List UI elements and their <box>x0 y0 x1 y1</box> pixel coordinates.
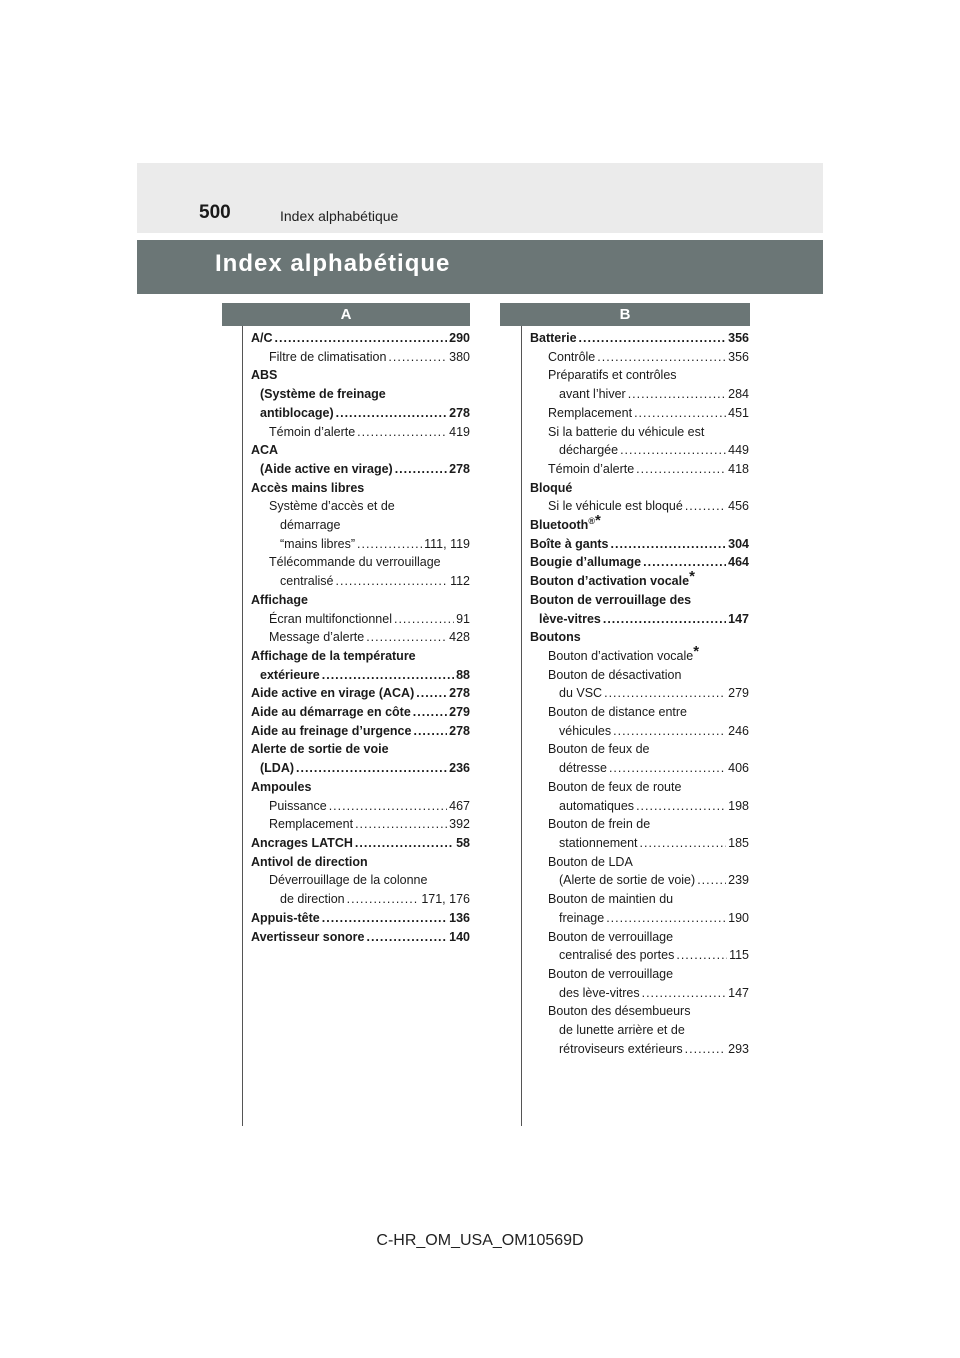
index-subheading: Bouton de LDA <box>548 854 633 869</box>
index-subheading: Si la batterie du véhicule est <box>548 424 705 439</box>
column-rule-left <box>242 326 243 1126</box>
asterisk-mark: * <box>594 512 601 530</box>
index-entry: “mains libres” ..... 111, 119 <box>251 535 470 554</box>
index-entry: Écran multifonctionnel ..... 91 <box>251 610 470 629</box>
index-entry: automatiques ..... 198 <box>530 797 749 816</box>
index-entry: véhicules ..... 246 <box>530 722 749 741</box>
index-heading: Alerte de sortie de voie <box>251 742 389 757</box>
index-subheading: Bouton de feux de route <box>548 779 682 794</box>
section-header-a: A <box>222 303 470 326</box>
document-code-footer: C-HR_OM_USA_OM10569D <box>376 1232 584 1249</box>
registered-mark: ® <box>588 516 595 527</box>
index-heading: Bouton de verrouillage des <box>530 592 692 607</box>
index-subheading: Bouton des désembueurs <box>548 1004 691 1019</box>
index-subheading: Préparatifs et contrôles <box>548 368 677 383</box>
index-subheading: Déverrouillage de la colonne <box>269 873 428 888</box>
index-subheading: Bouton de distance entre <box>548 705 687 720</box>
title-band <box>137 240 823 294</box>
index-subheading: Système d’accès et de <box>269 499 395 514</box>
index-subheading: Bouton de feux de <box>548 742 650 757</box>
index-heading-bluetooth: Bluetooth®* <box>530 512 601 533</box>
index-subheading: démarrage <box>280 518 341 533</box>
index-entry: Remplacement ..... 392 <box>251 815 470 834</box>
index-heading: ACA <box>251 443 279 458</box>
index-entry: Aide au démarrage en côte ..... 279 <box>251 703 470 722</box>
index-column-a <box>251 329 470 946</box>
index-entry: Témoin d’alerte ..... 418 <box>530 460 749 479</box>
index-entry: détresse ..... 406 <box>530 759 749 778</box>
running-title: Index alphabétique <box>280 208 399 224</box>
index-entry: centralisé ..... 112 <box>251 572 470 591</box>
index-entry: Témoin d’alerte ..... 419 <box>251 423 470 442</box>
column-rule-right <box>521 326 522 1126</box>
index-subheading: Bouton de désactivation <box>548 667 682 682</box>
section-header-b: B <box>500 303 750 326</box>
index-heading: Ampoules <box>251 779 312 794</box>
index-entry: avant l’hiver ..... 284 <box>530 385 749 404</box>
index-entry: Remplacement ..... 451 <box>530 404 749 423</box>
index-entry: lève-vitres ..... 147 <box>530 610 749 629</box>
index-heading: (Système de freinage <box>260 387 386 402</box>
index-entry: (LDA) ..... 236 <box>251 759 470 778</box>
index-subheading: Bouton de verrouillage <box>548 966 674 981</box>
index-entry: A/C ..... 290 <box>251 329 470 348</box>
index-entry: Batterie ..... 356 <box>530 329 749 348</box>
index-column-b <box>530 329 749 1058</box>
index-entry: (Alerte de sortie de voie) ..... 239 <box>530 871 749 890</box>
index-entry: Aide au freinage d’urgence ..... 278 <box>251 722 470 741</box>
index-entry: Filtre de climatisation ..... 380 <box>251 348 470 367</box>
index-subheading: Bouton d’activation vocale* <box>548 642 700 663</box>
index-subheading: Bouton de verrouillage <box>548 929 674 944</box>
index-heading: Bloqué <box>530 480 573 495</box>
index-entry: déchargée ..... 449 <box>530 441 749 460</box>
index-heading: Boutons <box>530 630 581 645</box>
index-entry: Ancrages LATCH ..... 58 <box>251 834 470 853</box>
index-entry: extérieure ..... 88 <box>251 666 470 685</box>
index-entry: Contrôle ..... 356 <box>530 348 749 367</box>
index-entry: (Aide active en virage) ..... 278 <box>251 460 470 479</box>
index-entry: Bougie d’allumage ..... 464 <box>530 553 749 572</box>
index-entry: freinage ..... 190 <box>530 909 749 928</box>
index-heading: ABS <box>251 368 278 383</box>
asterisk-mark: * <box>689 568 695 586</box>
index-heading: Accès mains libres <box>251 480 365 495</box>
index-entry: des lève-vitres ..... 147 <box>530 984 749 1003</box>
page-number: 500 <box>199 202 231 223</box>
index-entry: antiblocage) ..... 278 <box>251 404 470 423</box>
index-entry: Avertisseur sonore ..... 140 <box>251 928 470 947</box>
index-entry: Aide active en virage (ACA) ..... 278 <box>251 684 470 703</box>
asterisk-mark: * <box>693 642 700 660</box>
index-entry: rétroviseurs extérieurs ..... 293 <box>530 1040 749 1059</box>
index-heading: Affichage <box>251 592 308 607</box>
index-subheading: de lunette arrière et de <box>559 1023 685 1038</box>
index-entry: Appuis-tête ..... 136 <box>251 909 470 928</box>
header-band <box>137 163 823 233</box>
index-subheading: Télécommande du verrouillage <box>269 555 441 570</box>
index-entry: du VSC ..... 279 <box>530 684 749 703</box>
page-title: Index alphabétique <box>215 250 451 277</box>
index-entry: centralisé des portes ..... 115 <box>530 946 749 965</box>
index-heading: Affichage de la température <box>251 648 416 663</box>
index-heading: Antivol de direction <box>251 854 368 869</box>
index-entry: stationnement ..... 185 <box>530 834 749 853</box>
index-entry: de direction ..... 171, 176 <box>251 890 470 909</box>
index-entry: Message d’alerte ..... 428 <box>251 628 470 647</box>
index-subheading: Bouton de maintien du <box>548 892 674 907</box>
index-entry: Puissance ..... 467 <box>251 797 470 816</box>
index-subheading: Bouton de frein de <box>548 817 651 832</box>
index-entry: Si le véhicule est bloqué ..... 456 <box>530 497 749 516</box>
index-entry: Boîte à gants ..... 304 <box>530 535 749 554</box>
index-heading: Bouton d’activation vocale* <box>530 568 695 589</box>
